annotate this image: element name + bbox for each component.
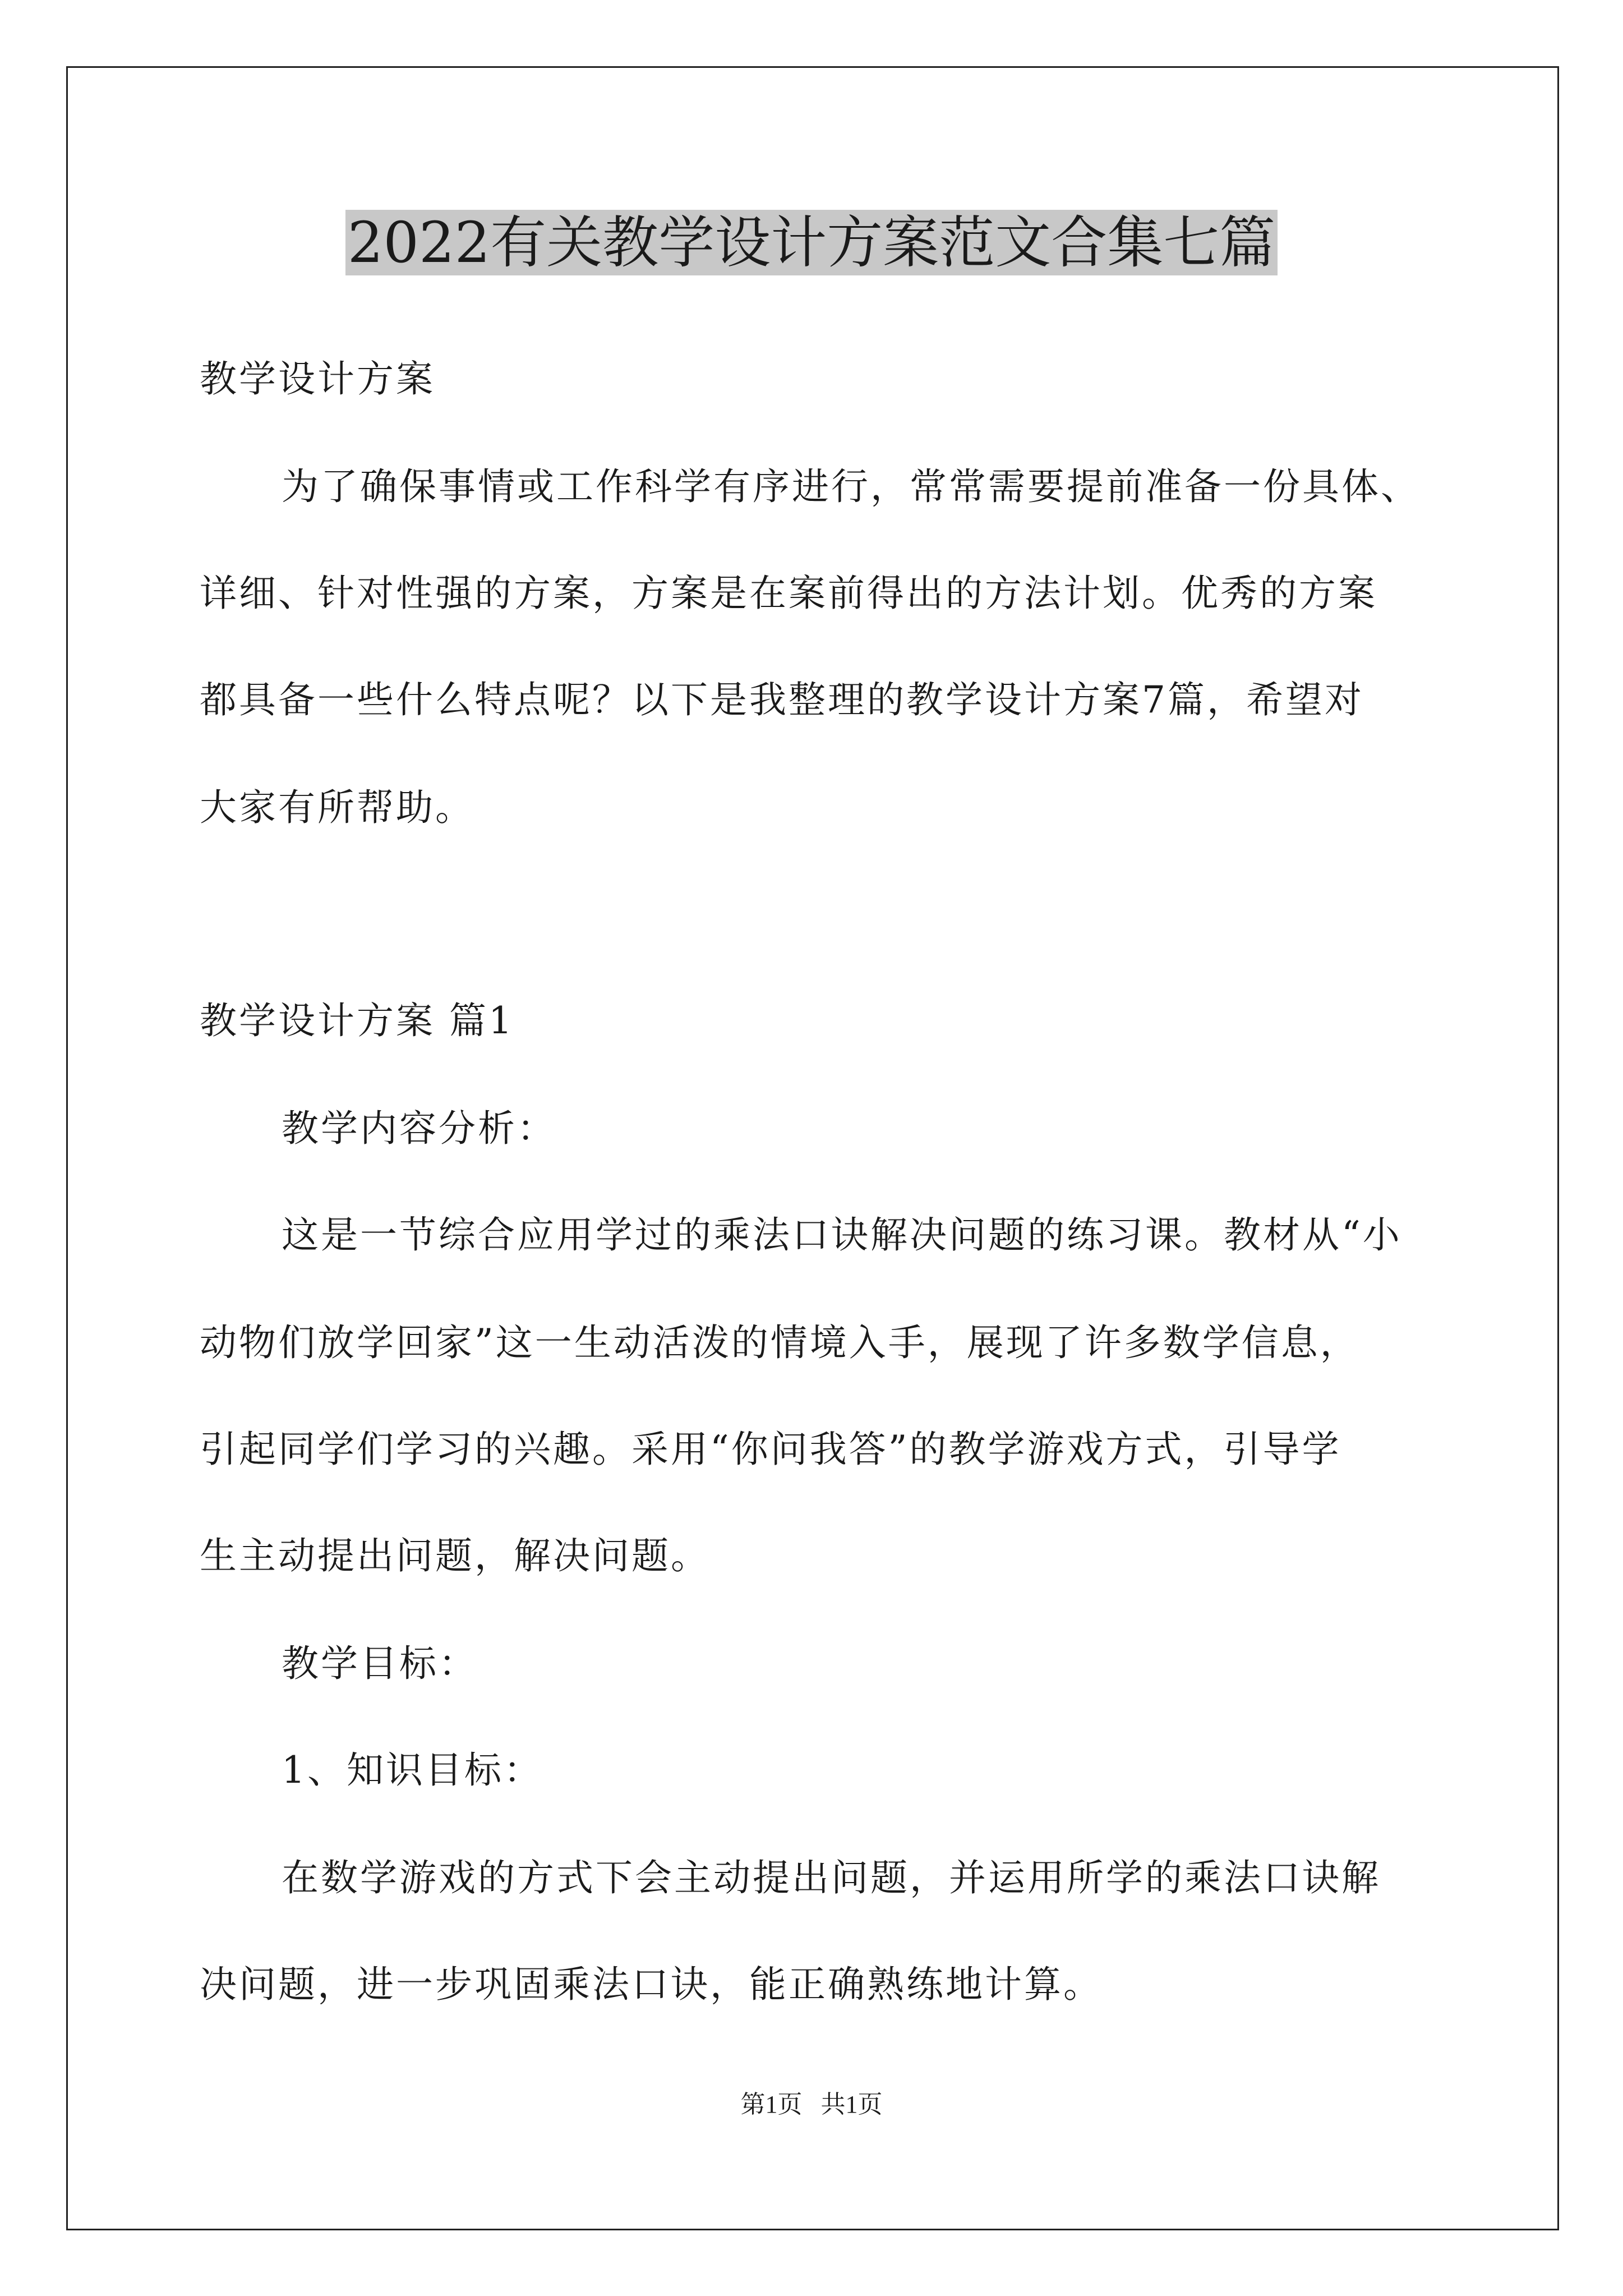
page-footer: 第1页 共1页 — [740, 2091, 883, 2118]
content-line-4: 生主动提出问题，解决问题。 — [200, 1534, 710, 1577]
content-line-1: 这是一节综合应用学过的乘法口诀解决问题的练习课。教材从“小 — [282, 1213, 1402, 1257]
intro-line-2: 详细、针对性强的方案，方案是在案前得出的方法计划。优秀的方案 — [200, 572, 1377, 615]
section-heading: 教学设计方案 篇1 — [200, 999, 514, 1042]
intro-line-1: 为了确保事情或工作科学有序进行，常常需要提前准备一份具体、 — [282, 465, 1420, 508]
content-line-2: 动物们放学回家”这一生动活泼的情境入手，展现了许多数学信息， — [200, 1321, 1359, 1364]
knowledge-goal-label: 1、知识目标： — [282, 1749, 543, 1792]
document-title-text: 2022有关教学设计方案范文合集七篇 — [345, 210, 1278, 275]
knowledge-line-2: 决问题，进一步巩固乘法口诀，能正确熟练地计算。 — [200, 1963, 1103, 2006]
intro-line-3: 都具备一些什么特点呢？以下是我整理的教学设计方案7篇，希望对 — [200, 678, 1364, 721]
content-analysis-label: 教学内容分析： — [282, 1107, 556, 1150]
content-line-3: 引起同学们学习的兴趣。采用“你问我答”的教学游戏方式，引导学 — [200, 1428, 1341, 1471]
document-title — [0, 206, 1623, 279]
intro-line-4: 大家有所帮助。 — [200, 786, 474, 829]
knowledge-line-1: 在数学游戏的方式下会主动提出问题，并运用所学的乘法口诀解 — [282, 1856, 1381, 1899]
teaching-goals-label: 教学目标： — [282, 1642, 478, 1685]
main-heading: 教学设计方案 — [200, 357, 435, 401]
